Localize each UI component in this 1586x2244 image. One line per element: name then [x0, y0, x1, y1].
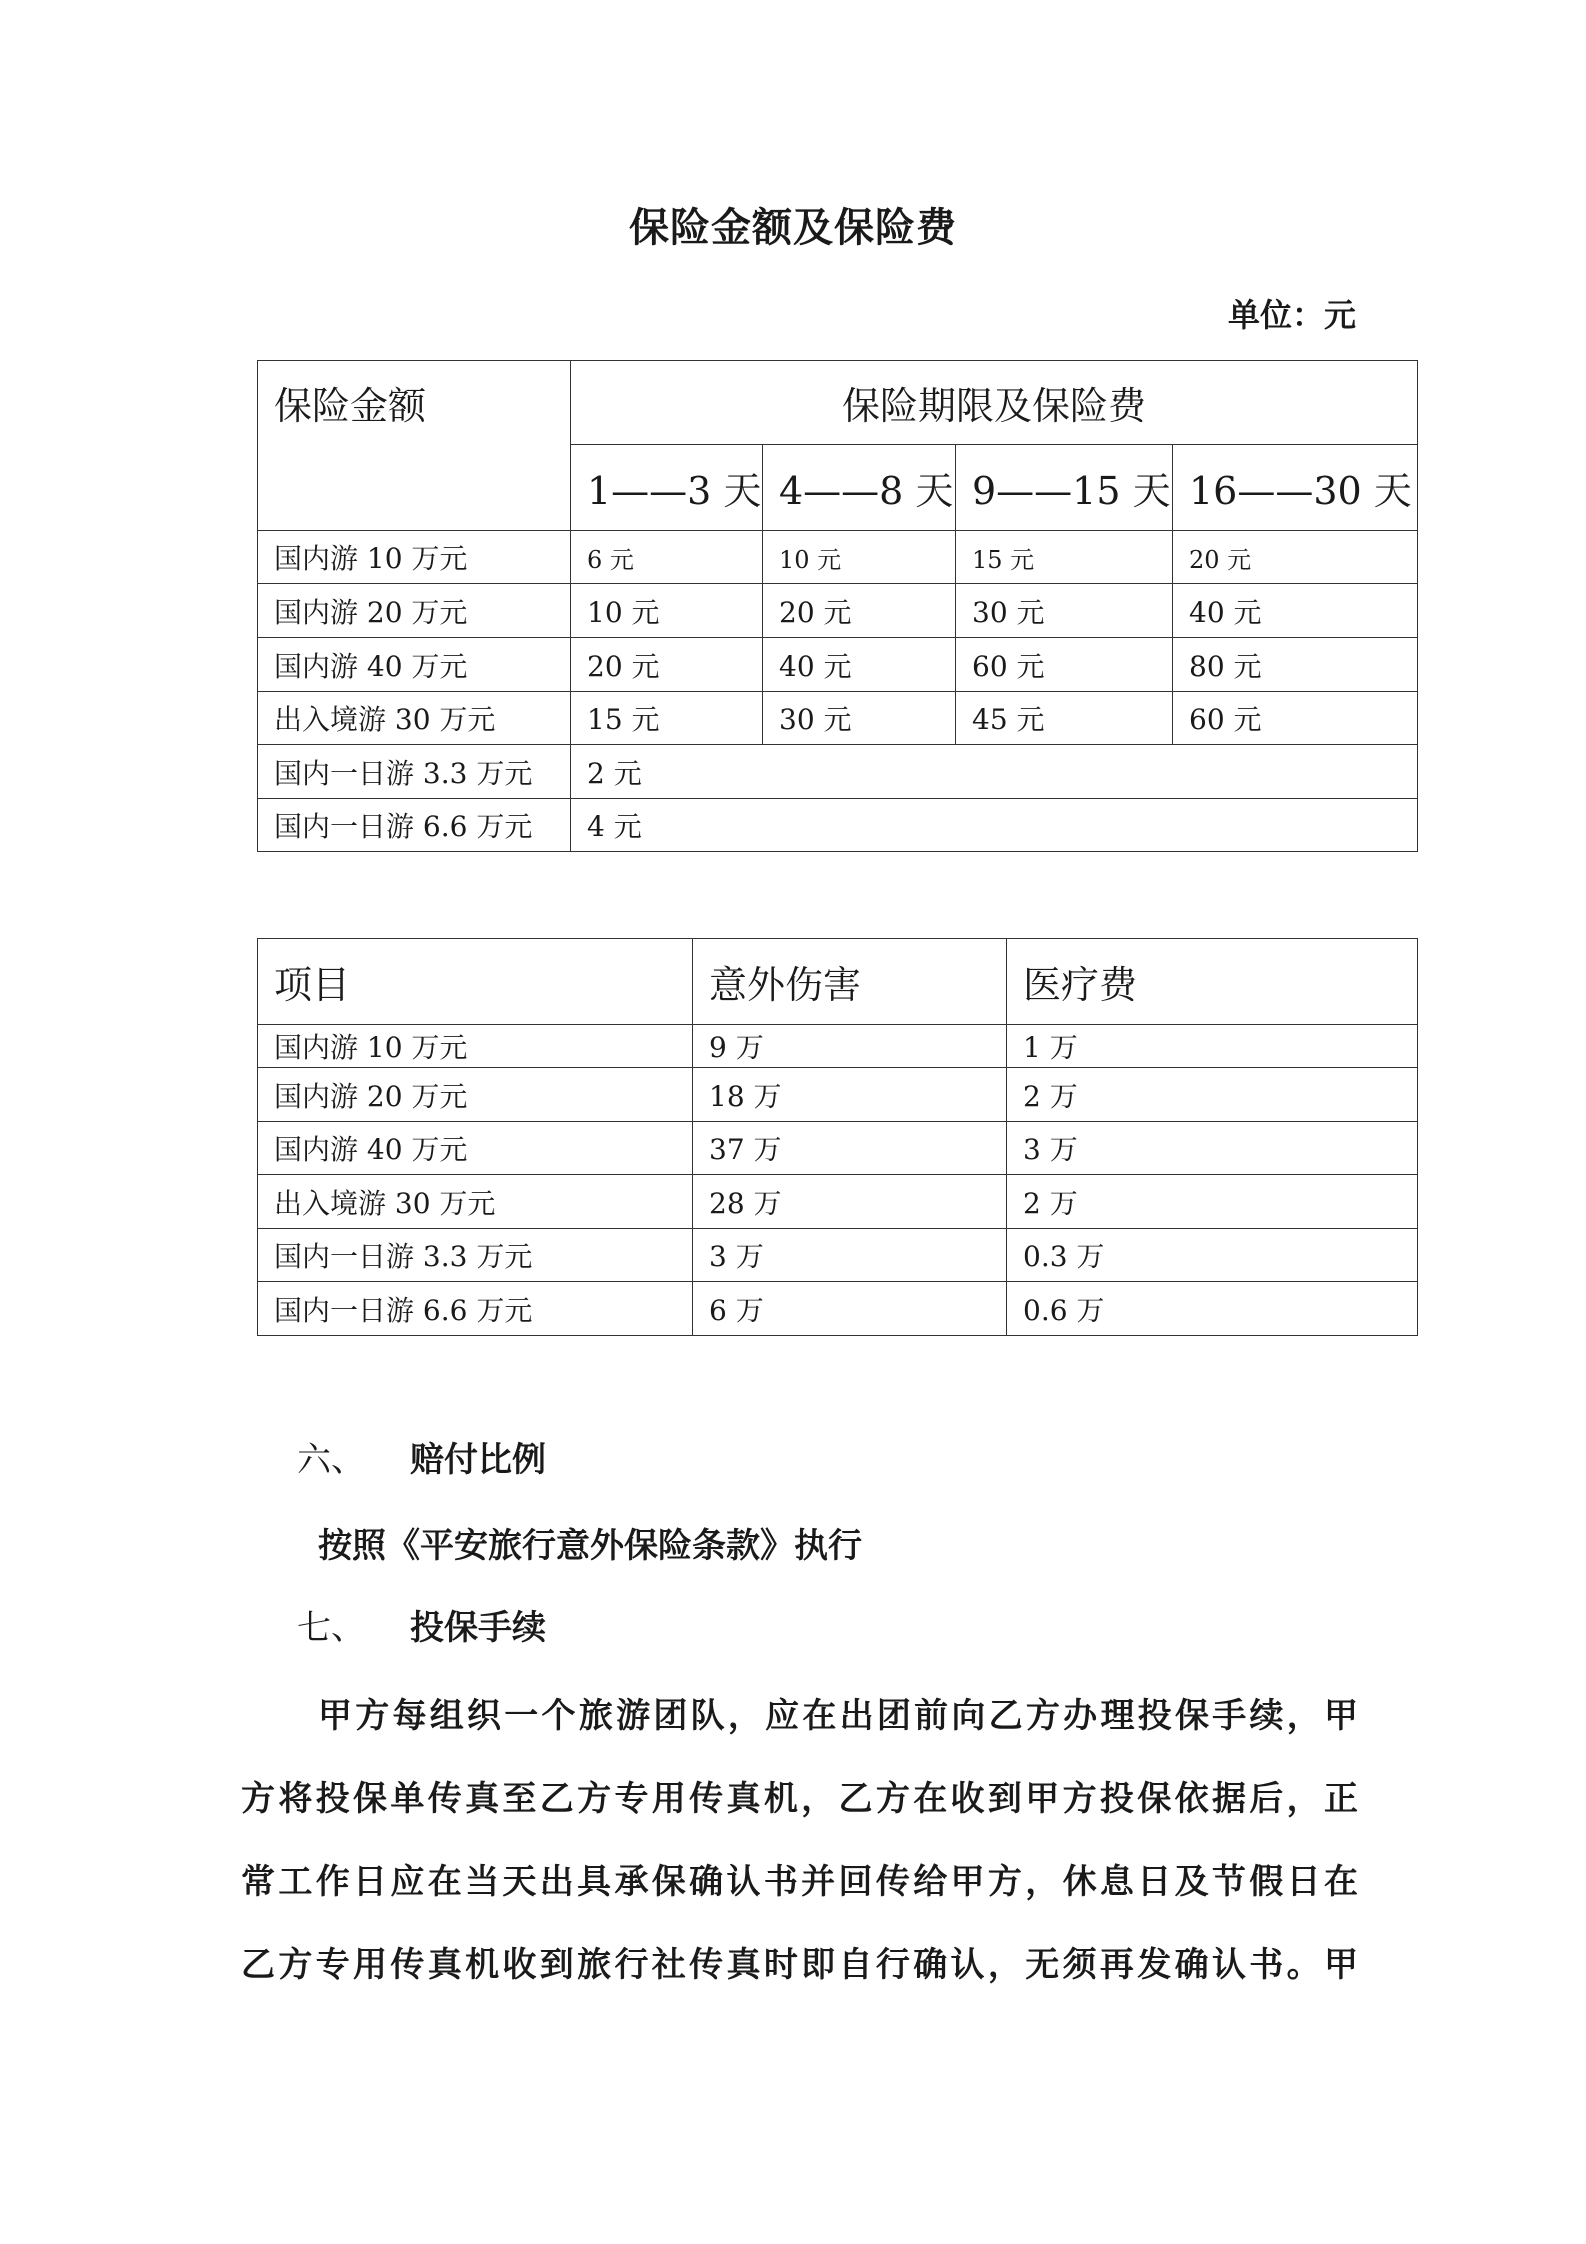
table-row	[258, 1175, 1418, 1229]
header-period: 16——30 天	[1173, 445, 1418, 531]
section-7-title: 投保手续	[410, 1608, 546, 1648]
table-row	[258, 1122, 1418, 1175]
coverage-table	[257, 938, 1418, 1336]
body-line: 甲方每组织一个旅游团队，应在出团前向乙方办理投保手续，甲	[318, 1696, 1358, 1736]
header-insured-amount: 保险金额	[258, 361, 571, 531]
cell-value: 45 元	[956, 692, 1173, 745]
cell-value: 3 万	[693, 1229, 1007, 1282]
body-line: 方将投保单传真至乙方专用传真机，乙方在收到甲方投保依据后，正	[241, 1779, 1358, 1819]
table-row	[258, 1282, 1418, 1336]
cell-value: 18 万	[693, 1068, 1007, 1122]
row-label: 国内游 40 万元	[258, 638, 571, 692]
header-period: 1——3 天	[571, 445, 763, 531]
section-6-title: 赔付比例	[410, 1440, 546, 1480]
cell-value: 1 万	[1007, 1025, 1418, 1068]
header-item: 项目	[258, 939, 693, 1025]
cell-value: 2 元	[571, 745, 1418, 799]
cell-value: 60 元	[956, 638, 1173, 692]
row-label: 国内游 10 万元	[258, 1025, 693, 1068]
table-row	[258, 1025, 1418, 1068]
table-row	[258, 692, 1418, 745]
cell-value: 0.6 万	[1007, 1282, 1418, 1336]
table-row	[258, 799, 1418, 852]
cell-value: 28 万	[693, 1175, 1007, 1229]
row-label: 国内游 40 万元	[258, 1122, 693, 1175]
cell-value: 80 元	[1173, 638, 1418, 692]
row-label: 国内一日游 3.3 万元	[258, 1229, 693, 1282]
section-6-text: 按照《平安旅行意外保险条款》执行	[318, 1526, 862, 1566]
header-medical: 医疗费	[1007, 939, 1418, 1025]
table-row	[258, 745, 1418, 799]
table-row	[258, 1229, 1418, 1282]
cell-value: 20 元	[763, 584, 956, 638]
cell-value: 60 元	[1173, 692, 1418, 745]
cell-value: 30 元	[763, 692, 956, 745]
cell-value: 15 元	[571, 692, 763, 745]
header-period-premium: 保险期限及保险费	[571, 361, 1418, 445]
header-period: 4——8 天	[763, 445, 956, 531]
cell-value: 2 万	[1007, 1068, 1418, 1122]
cell-value: 40 元	[763, 638, 956, 692]
row-label: 国内游 20 万元	[258, 584, 571, 638]
row-label: 国内一日游 6.6 万元	[258, 1282, 693, 1336]
cell-value: 37 万	[693, 1122, 1007, 1175]
table-row	[258, 584, 1418, 638]
row-label: 出入境游 30 万元	[258, 1175, 693, 1229]
row-label: 国内一日游 3.3 万元	[258, 745, 571, 799]
table-row	[258, 1068, 1418, 1122]
section-6-number: 六、	[297, 1440, 365, 1480]
section-7-number: 七、	[297, 1608, 365, 1648]
unit-label: 单位：元	[1228, 296, 1357, 334]
body-line: 常工作日应在当天出具承保确认书并回传给甲方，休息日及节假日在	[241, 1862, 1358, 1902]
table-row	[258, 638, 1418, 692]
row-label: 国内一日游 6.6 万元	[258, 799, 571, 852]
cell-value: 0.3 万	[1007, 1229, 1418, 1282]
cell-value: 40 元	[1173, 584, 1418, 638]
cell-value: 2 万	[1007, 1175, 1418, 1229]
page-title: 保险金额及保险费	[629, 205, 957, 251]
cell-value: 20 元	[571, 638, 763, 692]
row-label: 出入境游 30 万元	[258, 692, 571, 745]
cell-value: 4 元	[571, 799, 1418, 852]
cell-value: 3 万	[1007, 1122, 1418, 1175]
cell-value: 15 元	[956, 531, 1173, 584]
body-line: 乙方专用传真机收到旅行社传真时即自行确认，无须再发确认书。甲	[241, 1945, 1358, 1985]
cell-value: 9 万	[693, 1025, 1007, 1068]
header-period: 9——15 天	[956, 445, 1173, 531]
cell-value: 10 元	[571, 584, 763, 638]
cell-value: 10 元	[763, 531, 956, 584]
cell-value: 6 元	[571, 531, 763, 584]
row-label: 国内游 20 万元	[258, 1068, 693, 1122]
row-label: 国内游 10 万元	[258, 531, 571, 584]
cell-value: 30 元	[956, 584, 1173, 638]
table-row	[258, 531, 1418, 584]
premium-table	[257, 360, 1418, 852]
header-accident: 意外伤害	[693, 939, 1007, 1025]
cell-value: 6 万	[693, 1282, 1007, 1336]
cell-value: 20 元	[1173, 531, 1418, 584]
